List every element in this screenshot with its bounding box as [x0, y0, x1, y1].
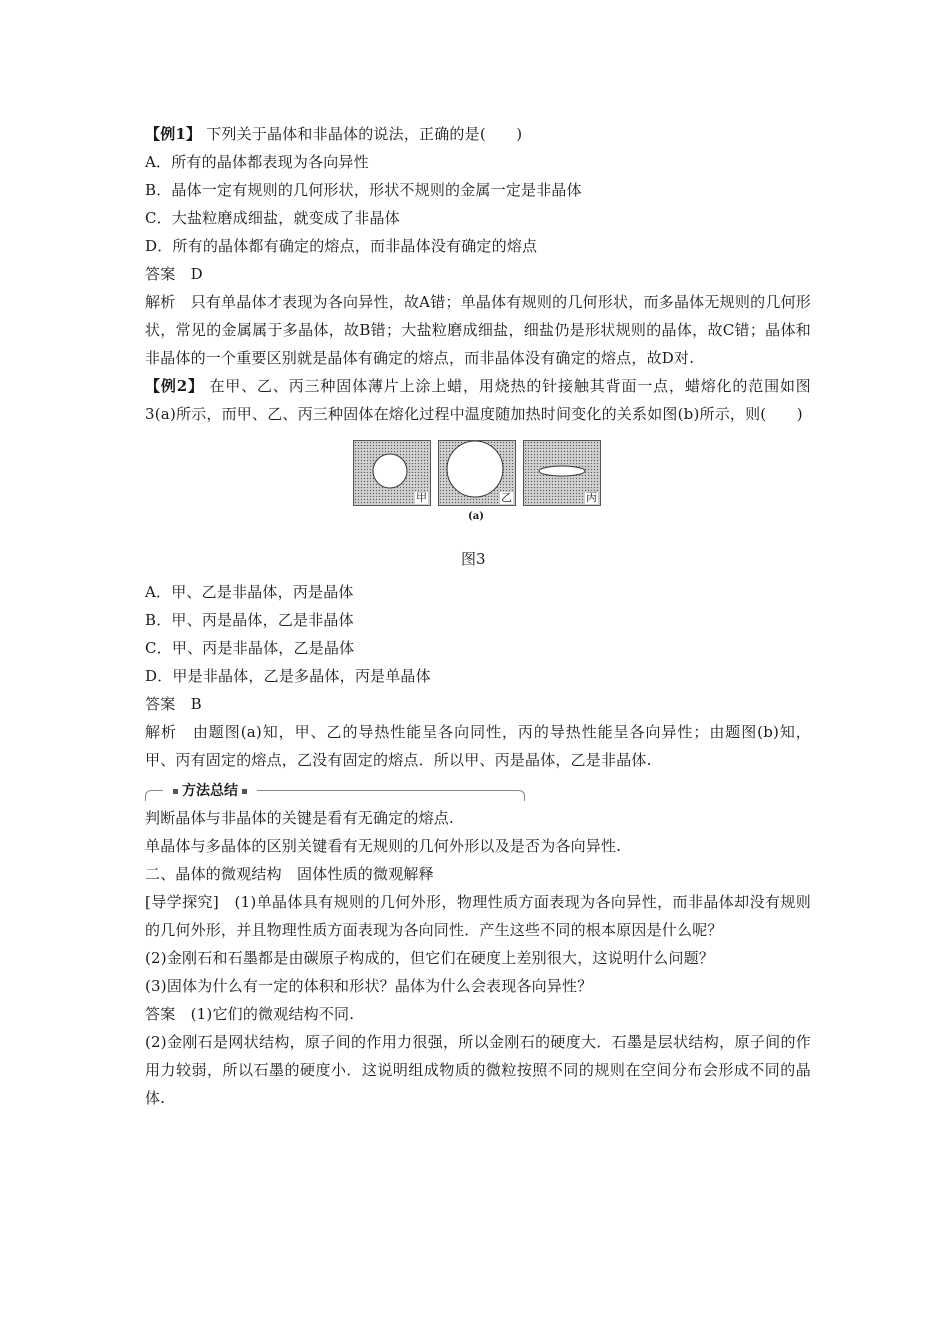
example2-option-b: B．甲、丙是晶体，乙是非晶体	[145, 611, 354, 629]
example2-answer: 答案 B	[145, 695, 202, 713]
panel-bing	[523, 440, 601, 506]
method-summary-box	[145, 778, 811, 804]
method-summary-title-text: 方法总结	[182, 783, 238, 799]
document-page	[145, 120, 811, 1112]
section2-question-1: [导学探究] (1)单晶体具有规则的几何外形，物理性质方面表现为各向异性，而非晶体却没有规则的几何外形，并且物理性质方面表现为各向同性．产生这些不同的根本原因是什么呢？	[145, 893, 811, 939]
example1-question	[145, 120, 811, 148]
square-bullet-icon	[173, 789, 178, 794]
example1-tag: 【例1】	[145, 125, 202, 143]
section2-heading: 二、晶体的微观结构 固体性质的微观解释	[145, 865, 434, 883]
example1-option-b: B．晶体一定有规则的几何形状，形状不规则的金属一定是非晶体	[145, 181, 582, 199]
example2-tag: 【例2】	[145, 377, 204, 395]
panel-yi	[438, 440, 516, 506]
figure-caption: 图3	[461, 550, 486, 568]
example1-option-c: C．大盐粒磨成细盐，就变成了非晶体	[145, 209, 400, 227]
figure-sublabel: (a)	[468, 511, 484, 522]
panel-label-jia: 甲	[416, 491, 427, 504]
section2-question-2: (2)金刚石和石墨都是由碳原子构成的，但它们在硬度上差别很大，这说明什么问题？	[145, 949, 715, 967]
figure-panels	[353, 440, 601, 506]
example1-question-text: 下列关于晶体和非晶体的说法，正确的是( )	[206, 125, 523, 143]
example1-analysis: 解析 只有单晶体才表现为各向异性，故A错；单晶体有规则的几何形状，而多晶体无规则的几何形状，常见的金属属于多晶体，故B错；大盐粒磨成细盐，细盐仍是形状规则的晶体，故C错；晶体和非晶体的一个重要区别就是晶体有确定的熔点，而非晶体没有确定的熔点，故D对.	[145, 293, 811, 367]
example2-option-d: D．甲是非晶体，乙是多晶体，丙是单晶体	[145, 667, 431, 685]
panel-jia	[353, 440, 431, 506]
example2-question-text: 在甲、乙、丙三种固体薄片上涂上蜡，用烧热的针接触其背面一点，蜡熔化的范围如图3(a)所示，而甲、乙、丙三种固体在熔化过程中温度随加热时间变化的关系如图(b)所示，则( )	[145, 377, 811, 423]
method-line-2: 单晶体与多晶体的区别关键看有无规则的几何外形以及是否为各向异性.	[145, 837, 622, 855]
section2-answer-1: 答案 (1)它们的微观结构不同.	[145, 1005, 355, 1023]
example1-option-d: D．所有的晶体都有确定的熔点，而非晶体没有确定的熔点	[145, 237, 538, 255]
example2-question	[145, 372, 811, 428]
section2-answer-2: (2)金刚石是网状结构，原子间的作用力很强，所以金刚石的硬度大．石墨是层状结构，原子间的作用力较弱，所以石墨的硬度小．这说明组成物质的微粒按照不同的规则在空间分布会形成不同的晶体.	[145, 1033, 811, 1107]
example1-option-a: A．所有的晶体都表现为各向异性	[145, 153, 369, 171]
square-bullet-icon	[242, 789, 247, 794]
method-line-1: 判断晶体与非晶体的关键是看有无确定的熔点.	[145, 809, 454, 827]
example2-option-c: C．甲、丙是非晶体，乙是晶体	[145, 639, 355, 657]
example2-analysis: 解析 由题图(a)知，甲、乙的导热性能呈各向同性，丙的导热性能呈各向异性；由题图(b)知，甲、丙有固定的熔点，乙没有固定的熔点．所以甲、丙是晶体，乙是非晶体.	[145, 723, 811, 769]
figure-3	[145, 428, 811, 578]
method-summary-title	[163, 780, 257, 800]
panel-label-bing: 丙	[586, 491, 597, 504]
example1-answer: 答案 D	[145, 265, 203, 283]
panel-label-yi: 乙	[501, 491, 512, 504]
example2-option-a: A．甲、乙是非晶体，丙是晶体	[145, 583, 354, 601]
section2-question-3: (3)固体为什么有一定的体积和形状？晶体为什么会表现各向异性？	[145, 977, 593, 995]
